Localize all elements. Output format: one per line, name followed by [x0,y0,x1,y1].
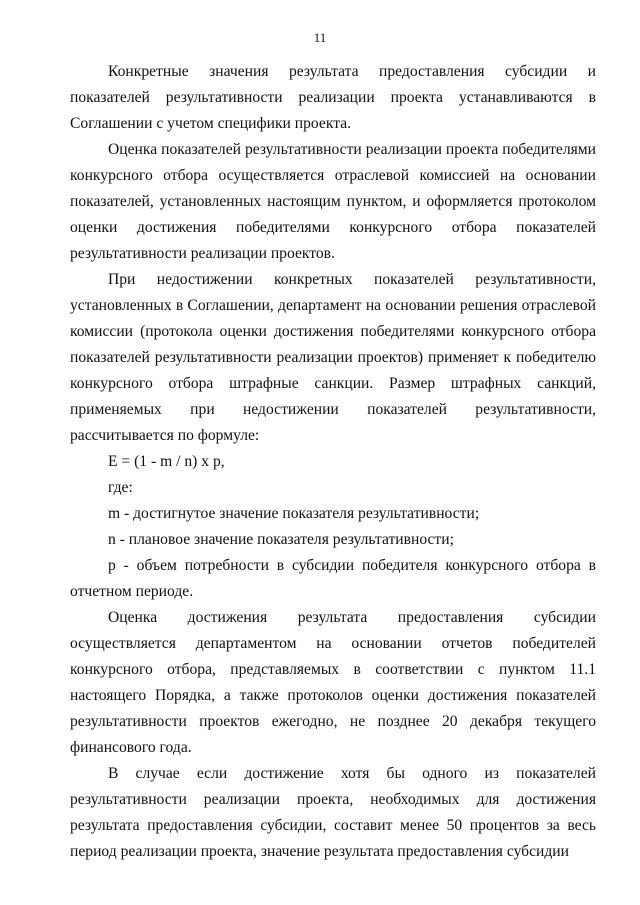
definition-p: p - объем потребности в субсидии победителя конкурсного отбора в отчетном периоде. [70,557,596,600]
paragraph-result-values: Конкретные значения результата предоставления субсидии и показателей результативности реализации проекта устанавливаются в Соглашении с учетом специфики проекта. [70,63,596,132]
page-number: 11 [313,30,327,45]
paragraph-performance-assessment: Оценка показателей результативности реализации проекта победителями конкурсного отбора осуществляется отраслевой комиссией на основании показателей, установленных настоящим пунктом, и оформляется протоколом оценки достижения победителями конкурсного отбора показателей результативности реализации проектов. [70,141,596,262]
definition-n: n - плановое значение показателя результативности; [108,531,454,548]
penalty-formula: E = (1 - m / n) x p, [108,453,225,470]
paragraph-penalties: При недостижении конкретных показателей результативности, установленных в Соглашении, департамент на основании решения отраслевой комиссии (протокола оценки достижения победителями конкурсного отбора показателей результативности реализации проектов) применяет к победителю конкурсного отбора штрафные санкции. Размер штрафных санкций, применяемых при недостижении показателей результативности, рассчитывается по формуле: [70,271,596,444]
paragraph-under-50-percent: В случае если достижение хотя бы одного из показателей результативности реализации проекта, необходимых для достижения результата предоставления субсидии, составит менее 50 процентов за весь период реализации проекта, значение результата предоставления субсидии [70,765,596,860]
formula-where-label: где: [108,479,133,496]
definition-m: m - достигнутое значение показателя результативности; [108,505,480,522]
document-body [70,59,596,865]
paragraph-result-assessment: Оценка достижения результата предоставления субсидии осуществляется департаментом на основании отчетов победителей конкурсного отбора, представляемых в соответствии с пунктом 11.1 настоящего Порядка, а также протоколов оценки достижения показателей результативности проектов ежегодно, не позднее 20 декабря текущего финансового года. [70,609,596,756]
